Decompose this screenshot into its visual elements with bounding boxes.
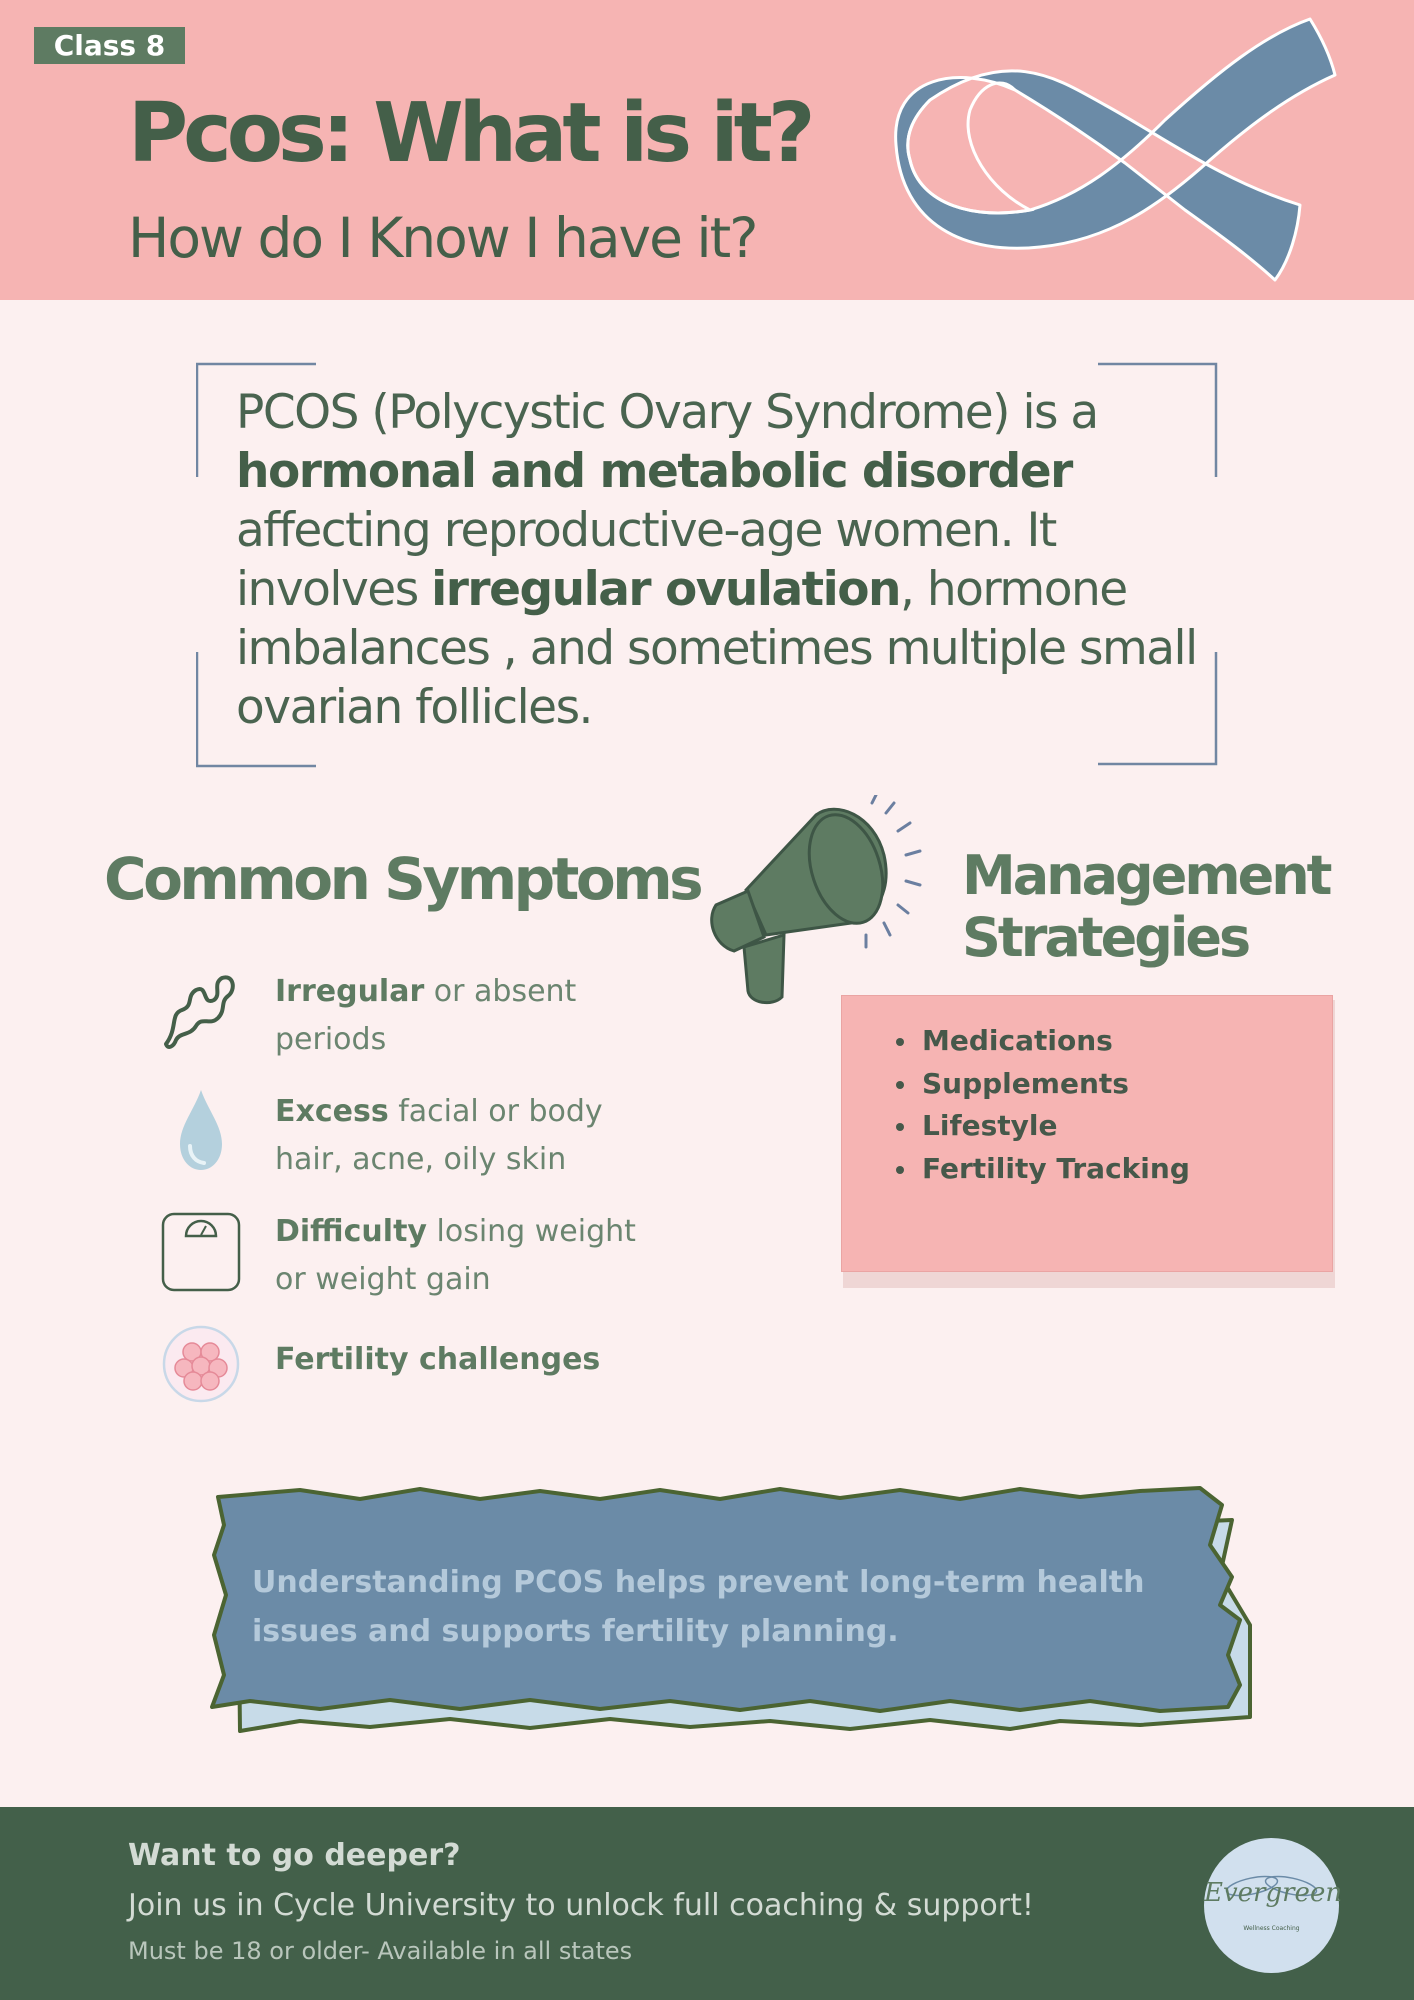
page-title: Pcos: What is it? bbox=[128, 86, 811, 181]
management-heading: Management Strategies bbox=[962, 844, 1330, 969]
symptoms-heading: Common Symptoms bbox=[104, 845, 701, 913]
symptom-excess-hair: Excess facial or body hair, acne, oily skin bbox=[150, 1088, 670, 1184]
header bbox=[0, 0, 1414, 300]
pcos-definition: PCOS (Polycystic Ovary Syndrome) is a hormonal and metabolic disorder affecting reproductive-age women. It involves irregular ovulation, hormone imbalances , and sometimes multiple small ovarian follicles. bbox=[236, 385, 1197, 735]
footer-cta: Join us in Cycle University to unlock full coaching & support! bbox=[128, 1888, 1034, 1923]
evergreen-logo bbox=[1204, 1838, 1343, 1973]
footer-heading: Want to go deeper? bbox=[128, 1838, 461, 1873]
highlight-hormonal: hormonal and metabolic disorder bbox=[236, 444, 1072, 499]
management-box bbox=[841, 995, 1333, 1272]
symptom-irregular-periods: Irregular or absent periods bbox=[150, 968, 670, 1064]
symptom-weight: Difficulty losing weight or weight gain bbox=[150, 1208, 670, 1304]
class-badge: Class 8 bbox=[34, 27, 185, 64]
highlight-ovulation: irregular ovulation bbox=[431, 562, 900, 617]
page-subtitle: How do I Know I have it? bbox=[128, 206, 757, 270]
logo-tagline: Wellness Coaching bbox=[1243, 1925, 1300, 1932]
management-item: Medications bbox=[922, 1020, 1190, 1063]
symptom-fertility: Fertility challenges bbox=[150, 1328, 670, 1400]
management-list bbox=[922, 1020, 1190, 1190]
logo-wordmark: Evergreen bbox=[1204, 1878, 1343, 1908]
banner-message: Understanding PCOS helps prevent long-term health issues and supports fertility planning. bbox=[252, 1565, 1145, 1649]
management-item: Fertility Tracking bbox=[922, 1148, 1190, 1191]
footer-eligibility: Must be 18 or older- Available in all states bbox=[128, 1937, 633, 1965]
management-item: Lifestyle bbox=[922, 1105, 1190, 1148]
footer bbox=[0, 1807, 1414, 2000]
scale-icon bbox=[156, 1206, 246, 1296]
water-drop-icon bbox=[156, 1086, 246, 1176]
awareness-ribbon-icon bbox=[890, 15, 1340, 285]
management-item: Supplements bbox=[922, 1063, 1190, 1106]
squiggle-icon bbox=[156, 966, 246, 1056]
megaphone-icon bbox=[706, 795, 936, 1010]
cells-icon bbox=[156, 1319, 246, 1409]
symptoms-list bbox=[150, 968, 670, 1400]
